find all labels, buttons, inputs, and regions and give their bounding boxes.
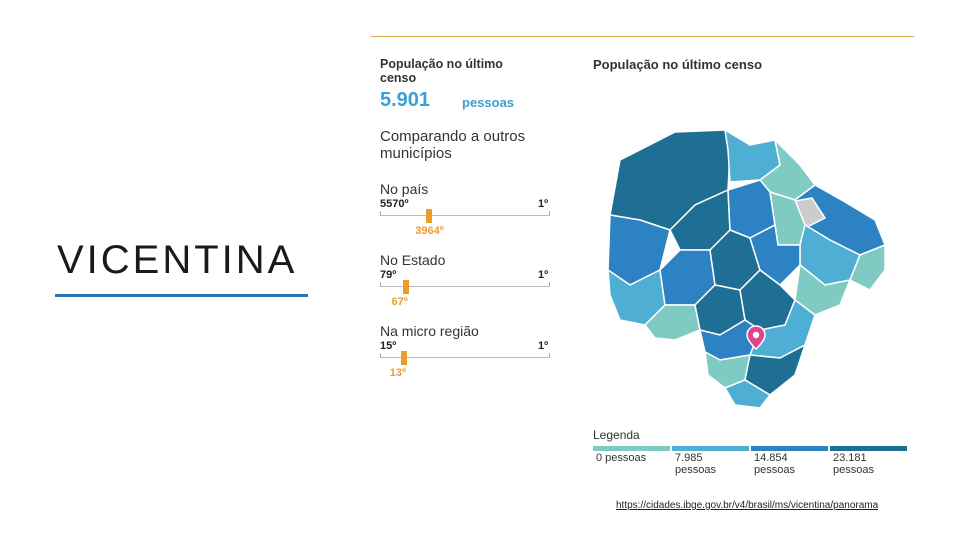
- population-value: 5.901: [380, 89, 431, 111]
- legend-swatch: [751, 446, 828, 451]
- legend-label-unit: pessoas: [754, 464, 795, 476]
- legend-label-unit: pessoas: [675, 464, 716, 476]
- population-unit: pessoas: [462, 95, 515, 110]
- legend-label-value: 14.854: [754, 452, 788, 464]
- rank-country-min: 5570º: [380, 198, 409, 210]
- rank-axis-tick: [380, 282, 381, 287]
- compare-label: Comparando a outros municípios: [380, 128, 526, 162]
- legend-label-value: 0 pessoas: [596, 452, 647, 464]
- rank-country-max: 1º: [538, 198, 549, 210]
- rank-micro-label: Na micro região: [380, 323, 479, 339]
- rank-country-position: 3964º: [415, 225, 444, 237]
- rank-axis-tick: [549, 211, 550, 216]
- legend-label-unit: pessoas: [833, 464, 874, 476]
- legend-label: [833, 452, 909, 476]
- legend-label-value: 23.181: [833, 452, 867, 464]
- legend-title: Legenda: [593, 428, 640, 442]
- rank-state-position: 67º: [391, 296, 408, 308]
- rank-micro-position: 13º: [389, 367, 407, 379]
- rank-country: [380, 181, 552, 241]
- rank-country-marker: [426, 209, 432, 223]
- rank-country-label: No país: [380, 181, 429, 197]
- rank-axis-tick: [380, 211, 381, 216]
- rank-micro: [380, 323, 552, 383]
- ranking-heading: População no último censo: [380, 57, 503, 85]
- legend-swatch: [830, 446, 907, 451]
- legend-label: [754, 452, 830, 476]
- source-link[interactable]: https://cidades.ibge.gov.br/v4/brasil/ms/vicentina/panorama: [616, 500, 879, 511]
- rank-state-min: 79º: [380, 269, 397, 281]
- legend-label-value: 7.985: [675, 452, 703, 464]
- rank-country-axis: [380, 215, 550, 216]
- ranking-panel: [380, 0, 560, 540]
- legend-label: [675, 452, 751, 476]
- rank-state-max: 1º: [538, 269, 549, 281]
- rank-state-marker: [403, 280, 409, 294]
- legend-swatch: [672, 446, 749, 451]
- legend-swatch: [593, 446, 670, 451]
- rank-state-label: No Estado: [380, 252, 446, 268]
- legend-label: [596, 452, 672, 464]
- rank-axis-tick: [380, 353, 381, 358]
- rank-micro-min: 15º: [380, 340, 397, 352]
- title-underline: [55, 294, 308, 297]
- state-choropleth-map: [600, 120, 900, 420]
- rank-micro-marker: [401, 351, 407, 365]
- rank-state: [380, 252, 552, 312]
- slide-title: VICENTINA: [57, 238, 298, 282]
- rank-axis-tick: [549, 282, 550, 287]
- rank-micro-max: 1º: [538, 340, 549, 352]
- rank-axis-tick: [549, 353, 550, 358]
- map-title: População no último censo: [593, 57, 763, 72]
